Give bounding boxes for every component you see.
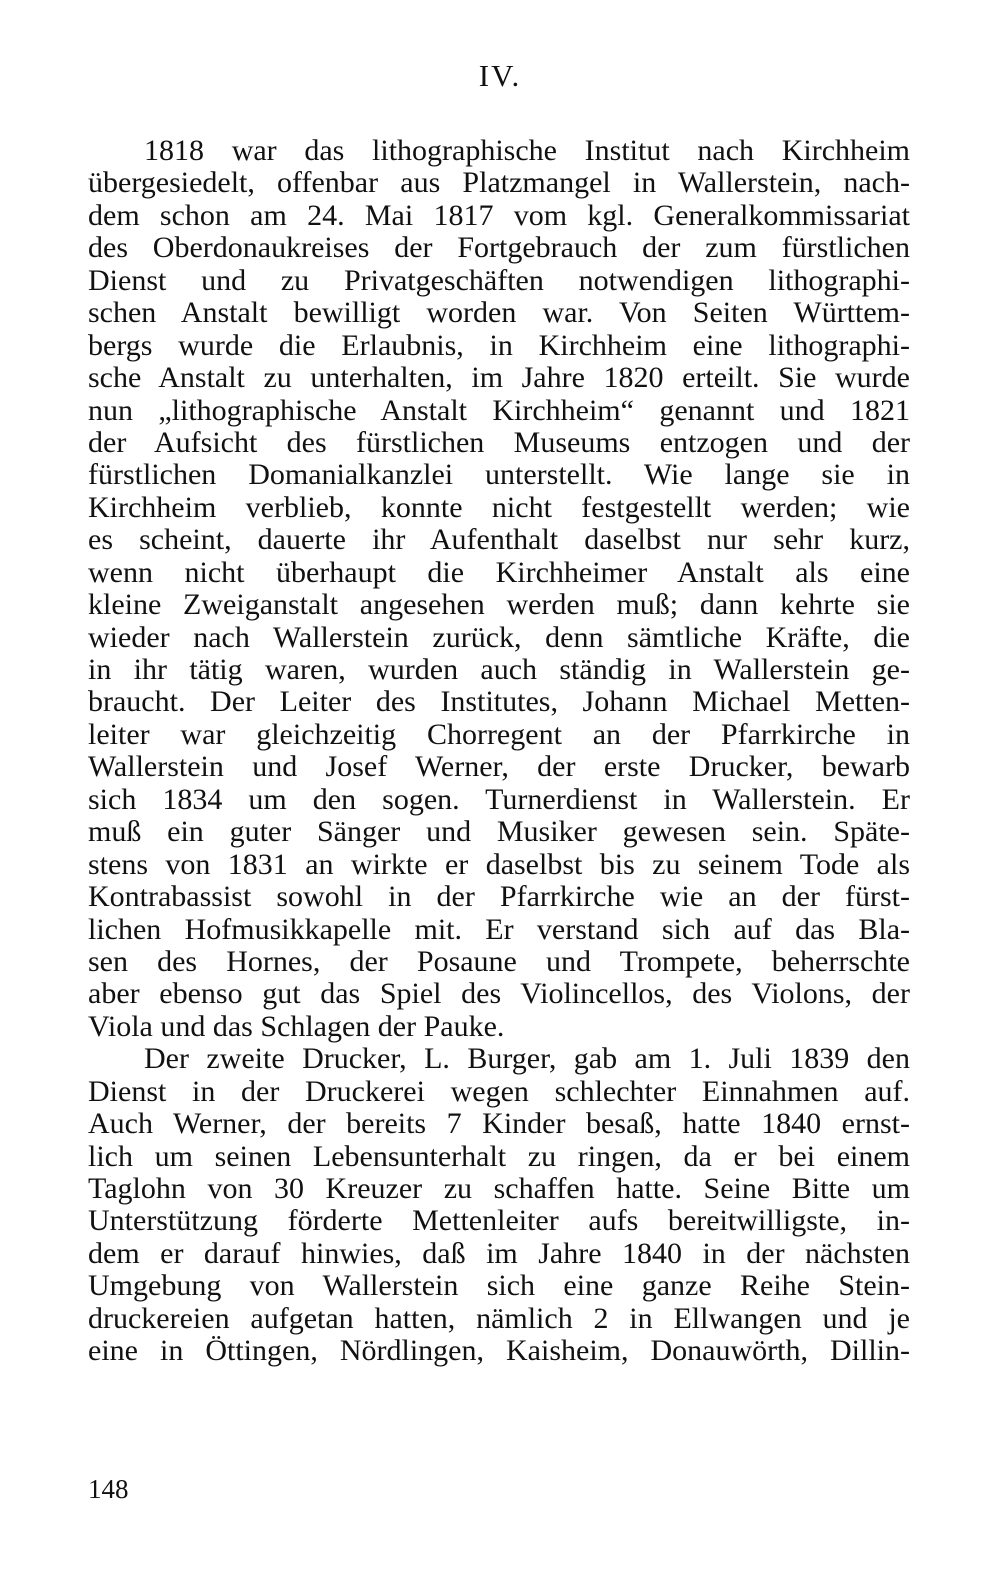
text-line: aber ebenso gut das Spiel des Violincellos, des Violons, der [88,978,910,1011]
text-line: stens von 1831 an wirkte er daselbst bis zu seinem Tode als [88,848,910,881]
text-line: sen des Hornes, der Posaune und Trompete, beherrschte [88,945,910,978]
text-line: fürstlichen Domanialkanzlei unterstellt. Wie lange sie in [88,459,910,492]
text-line: Umgebung von Wallerstein sich eine ganze Reihe Stein- [88,1270,910,1303]
text-line: Dienst in der Druckerei wegen schlechter Einnahmen auf. [88,1075,910,1108]
body-text [88,135,910,1368]
text-line: dem schon am 24. Mai 1817 vom kgl. Generalkommissariat [88,199,910,232]
paragraph-1 [88,135,910,1043]
text-line: sche Anstalt zu unterhalten, im Jahre 1820 erteilt. Sie wurde [88,362,910,395]
text-line: Taglohn von 30 Kreuzer zu schaffen hatte. Seine Bitte um [88,1173,910,1205]
text-line: übergesiedelt, offenbar aus Platzmangel in Wallerstein, nach- [88,167,910,200]
text-line: Wallerstein und Josef Werner, der erste Drucker, bewarb [88,751,910,784]
text-line: wenn nicht überhaupt die Kirchheimer Anstalt als eine [88,556,910,589]
text-line: dem er darauf hinwies, daß im Jahre 1840 in der nächsten [88,1237,910,1270]
text-line: Kontrabassist sowohl in der Pfarrkirche wie an der fürst- [88,881,910,914]
text-line: kleine Zweiganstalt angesehen werden muß; dann kehrte sie [88,589,910,622]
text-line: leiter war gleichzeitig Chorregent an der Pfarrkirche in [88,718,910,751]
text-line: muß ein guter Sänger und Musiker gewesen sein. Späte- [88,816,910,849]
text-line: des Oberdonaukreises der Fortgebrauch der zum fürstlichen [88,232,910,265]
text-line: schen Anstalt bewilligt worden war. Von Seiten Württem- [88,297,910,330]
text-line: es scheint, dauerte ihr Aufenthalt daselbst nur sehr kurz, [88,524,910,557]
text-line: lichen Hofmusikkapelle mit. Er verstand sich auf das Bla- [88,913,910,946]
text-line: Dienst und zu Privatgeschäften notwendigen lithographi- [88,264,910,297]
text-line: Unterstützung förderte Mettenleiter aufs bereitwilligste, in- [88,1205,910,1238]
text-line: nun „lithographische Anstalt Kirchheim“ genannt und 1821 [88,394,910,427]
text-line: der Aufsicht des fürstlichen Museums entzogen und der [88,426,910,459]
text-line: Der zweite Drucker, L. Burger, gab am 1. Juli 1839 den [144,1043,910,1076]
text-line: sich 1834 um den sogen. Turnerdienst in Wallerstein. Er [88,783,910,816]
text-line: druckereien aufgetan hatten, nämlich 2 in Ellwangen und je [88,1302,910,1335]
text-line: bergs wurde die Erlaubnis, in Kirchheim eine lithographi- [88,329,910,362]
page-number: 148 [88,1474,129,1504]
text-line: in ihr tätig waren, wurden auch ständig in Wallerstein ge- [88,654,910,686]
text-line: lich um seinen Lebensunterhalt zu ringen, da er bei einem [88,1140,910,1173]
chapter-heading: IV. [478,58,522,93]
text-line: wieder nach Wallerstein zurück, denn sämtliche Kräfte, die [88,621,910,654]
text-line: Kirchheim verblieb, konnte nicht festgestellt werden; wie [88,491,910,524]
paragraph-2 [88,1043,910,1367]
text-line: Auch Werner, der bereits 7 Kinder besaß, hatte 1840 ernst- [88,1108,910,1141]
text-line: Viola und das Schlagen der Pauke. [88,1010,505,1043]
text-line: 1818 war das lithographische Institut nach Kirchheim [144,135,910,167]
text-line: braucht. Der Leiter des Institutes, Johann Michael Metten- [88,686,910,719]
text-line: eine in Öttingen, Nördlingen, Kaisheim, Donauwörth, Dillin- [88,1335,910,1368]
